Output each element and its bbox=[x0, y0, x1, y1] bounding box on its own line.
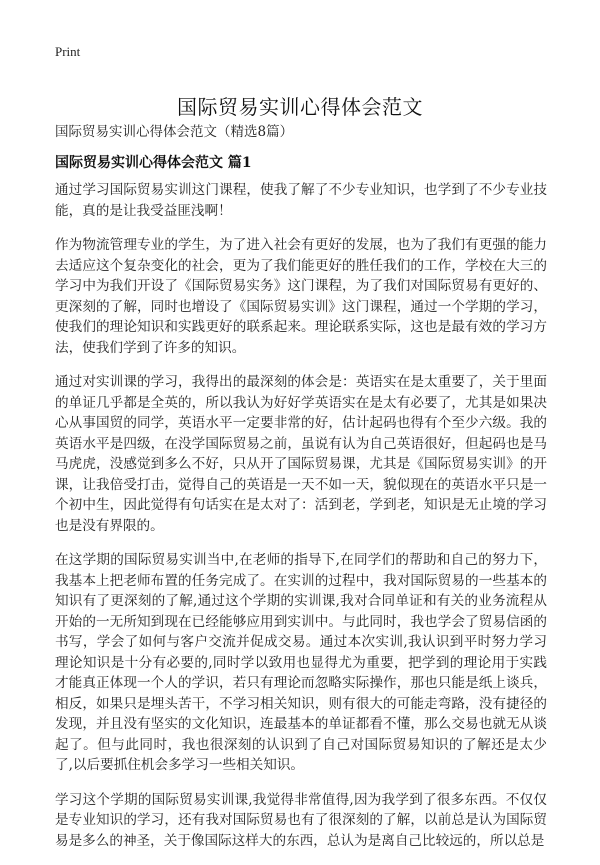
paragraph-3: 通过对实训课的学习，我得出的最深刻的体会是：英语实在是太重要了，关于里面的单证几乎都是全英的，所以我认为好好学英语实在是太有必要了，尤其是如果决心从事国贸的同学，英语水平一定要非常的好，估计起码也得有个至少六级。我的英语水平是四级，在没学国际贸易之前，虽说有认为自己英语很好，但起码也是马马虎虎，没感觉到多么不好，只从开了国际贸易课，尤其是《国际贸易实训》的开课，让我倍受打击，觉得自己的英语是一天不如一天，貌似现在的英语水平只是一个初中生，因此觉得有句话实在是太对了：活到老，学到老，知识是无止境的学习也是没有界限的。 bbox=[55, 374, 547, 534]
paragraph-2: 作为物流管理专业的学生，为了进入社会有更好的发展，也为了我们有更强的能力去适应这个复杂变化的社会，更为了我们能更好的胜任我们的工作，学校在大三的学习中为我们开设了《国际贸易实务》这门课程，为了我们对国际贸易有更好的、更深刻的了解，同时也增设了《国际贸易实训》这门课程，通过一个学期的学习，使我们的理论知识和实践更好的联系起来。理论联系实际，这也是最有效的学习方法，使我们学到了许多的知识。 bbox=[55, 237, 547, 356]
article-body bbox=[55, 180, 547, 865]
document-subtitle: 国际贸易实训心得体会范文（精选8篇） bbox=[55, 124, 294, 140]
print-link[interactable]: Print bbox=[55, 44, 81, 59]
section-heading: 国际贸易实训心得体会范文 篇1 bbox=[55, 155, 252, 171]
paragraph-4: 在这学期的国际贸易实训当中,在老师的指导下,在同学们的帮助和自己的努力下，我基本上把老师布置的任务完成了。在实训的过程中，我对国际贸易的一些基本的知识有了更深刻的了解,通过这个学期的实训课,我对合同单证和有关的业务流程从开始的一无所知到现在已经能够应用到实训中。与此同时，我也学会了贸易信函的书写，学会了如何与客户交流并促成交易。通过本次实训,我认识到平时努力学习理论知识是十分有必要的,同时学以致用也显得尤为重要，把学到的理论用于实践才能真正体现一个人的学识，若只有理论而忽略实际操作，那也只能是纸上谈兵，相反，如果只是埋头苦干，不学习相关知识，则有很大的可能走弯路，没有捷径的发现，并且没有坚实的文化知识，连最基本的单证都看不懂，那么交易也就无从谈起了。但与此同时，我也很深刻的认识到了自己对国际贸易知识的了解还是太少了,以后要抓住机会多学习一些相关知识。 bbox=[55, 552, 547, 773]
paragraph-5: 学习这个学期的国际贸易实训课,我觉得非常值得,因为我学到了很多东西。不仅仅是专业知识的学习，还有我对国际贸易也有了很深刻的了解，以前总是认为国际贸易是多么的神圣，关于像国际这样大的东西，总认为是离自己比较远的，所以总是 bbox=[55, 791, 547, 849]
document-title: 国际贸易实训心得体会范文 bbox=[177, 95, 423, 120]
paragraph-1: 通过学习国际贸易实训这门课程，使我了解了不少专业知识，也学到了不少专业技能，真的是让我受益匪浅啊！ bbox=[55, 182, 547, 219]
